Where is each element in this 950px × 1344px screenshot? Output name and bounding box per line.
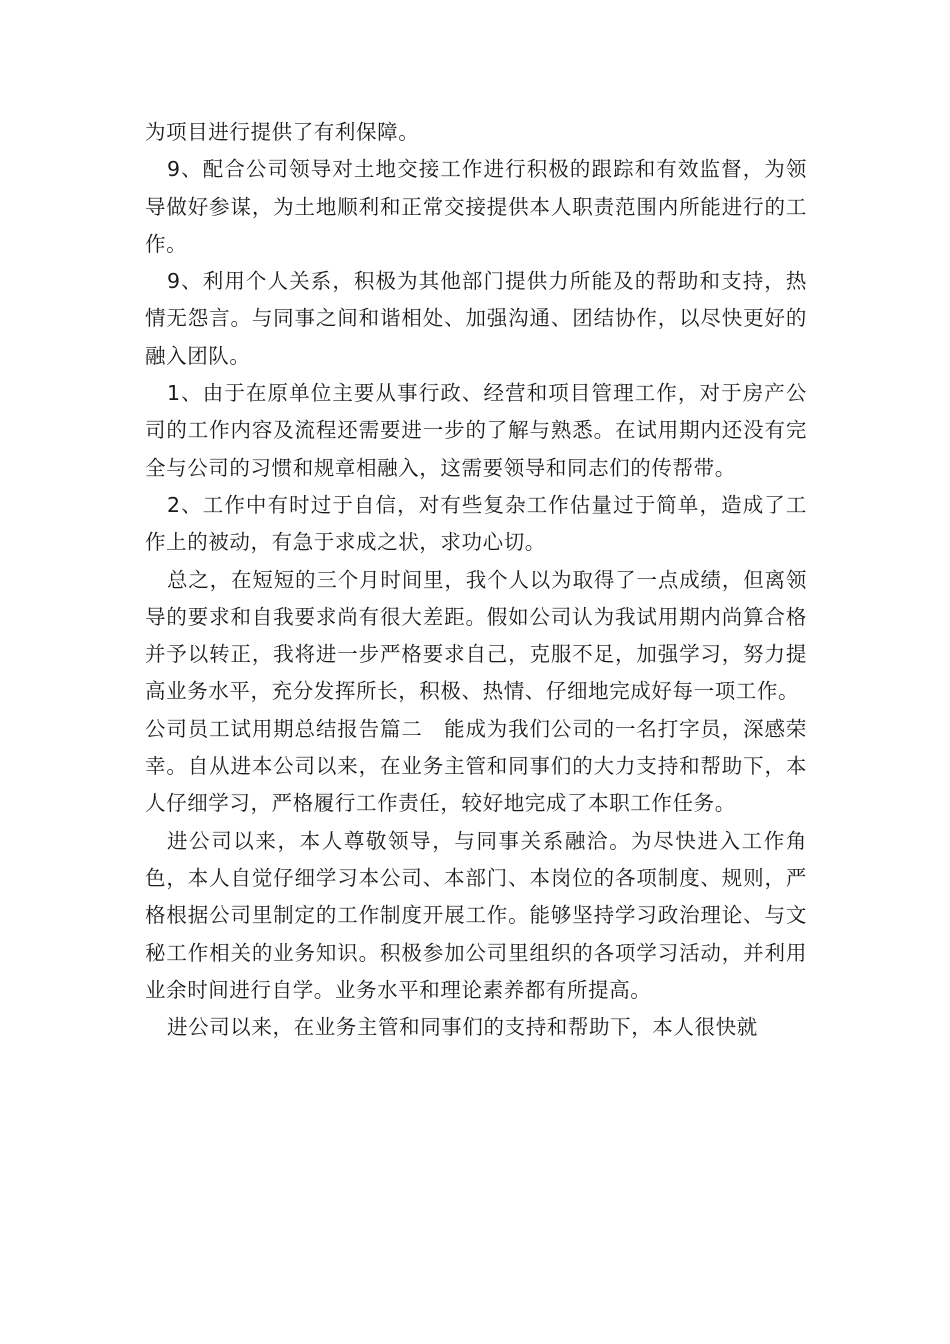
paragraph-respect-leadership: 进公司以来，本人尊敬领导，与同事关系融洽。为尽快进入工作角色，本人自觉仔细学习本公司、本部门、本岗位的各项制度、规则，严格根据公司里制定的工作制度开展工作。能够坚持学习政治理论、与文秘工作相关的业务知识。积极参加公司里组织的各项学习活动，并利用业余时间进行自学。业务水平和理论素养都有所提高。 (145, 828, 807, 1002)
document-body (145, 114, 807, 1046)
paragraph-support-and-help: 进公司以来，在业务主管和同事们的支持和帮助下，本人很快就 (167, 1015, 758, 1040)
paragraph-item-9-personal-relations: 9、利用个人关系，积极为其他部门提供力所能及的帮助和支持，热情无怨言。与同事之间和谐相处、加强沟通、团结协作，以尽快更好的融入团队。 (145, 269, 807, 368)
paragraph-shortcoming-2: 2、工作中有时过于自信，对有些复杂工作估量过于简单，造成了工作上的被动，有急于求成之状，求功心切。 (145, 492, 807, 555)
paragraph-item-9-land-handover: 9、配合公司领导对土地交接工作进行积极的跟踪和有效监督，为领导做好参谋，为土地顺利和正常交接提供本人职责范围内所能进行的工作。 (145, 157, 807, 256)
paragraph-report-two-intro: 公司员工试用期总结报告篇二 能成为我们公司的一名打字员，深感荣幸。自从进本公司以来，在业务主管和同事们的大力支持和帮助下，本人仔细学习，严格履行工作责任，较好地完成了本职工作任务。 (145, 716, 807, 816)
paragraph-continuation: 为项目进行提供了有利保障。 (145, 120, 420, 144)
paragraph-shortcoming-1: 1、由于在原单位主要从事行政、经营和项目管理工作，对于房产公司的工作内容及流程还需要进一步的了解与熟悉。在试用期内还没有完全与公司的习惯和规章相融入，这需要领导和同志们的传帮带。 (145, 381, 807, 480)
paragraph-summary: 总之，在短短的三个月时间里，我个人以为取得了一点成绩，但离领导的要求和自我要求尚有很大差距。假如公司认为我试用期内尚算合格并予以转正，我将进一步严格要求自己，克服不足，加强学习，努力提高业务水平，充分发挥所长，积极、热情、仔细地完成好每一项工作。 (145, 567, 807, 704)
